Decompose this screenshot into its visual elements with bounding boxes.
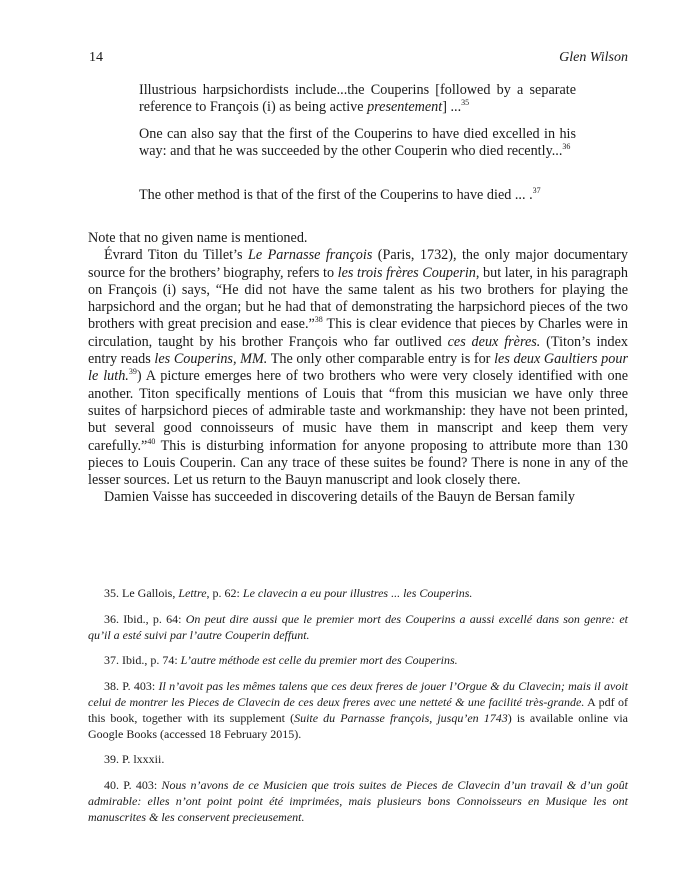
quote-italic: presentement: [367, 99, 443, 115]
footnote-39: [88, 751, 628, 767]
footnote-number: 38.: [104, 678, 119, 693]
text-run: A pdf of this book, together with its supplement (: [88, 694, 628, 725]
italic-title: Lettre: [178, 586, 207, 600]
footnote-ref[interactable]: 36: [562, 142, 571, 151]
footnote-ref[interactable]: 37: [532, 186, 541, 195]
text-run: Le Gallois,: [119, 586, 179, 600]
running-header: [88, 50, 628, 70]
text-run: P. 403:: [119, 678, 159, 693]
footnote-number: 37.: [104, 653, 119, 667]
block-quote: [139, 82, 576, 116]
text-run: Ibid., p. 64:: [119, 611, 186, 626]
italic-quote: On peut dire aussi que le premier mort des Couperins a aussi excellé dans son genre: et qu’il a esté suivi par l’autre Couperin deffunt.: [88, 611, 628, 642]
footnote-number: 35.: [104, 586, 119, 600]
footnote-38: [88, 678, 628, 742]
text-run: (Paris, 1732), the only major documentary source for the brothers’ biography, refers to: [88, 247, 628, 281]
italic-phrase: les deux Gaultiers pour le luth.: [88, 351, 628, 385]
text-run: , but later, in his paragraph on François (i) says, “He did not have the same talent as his two brothers for playing the harpsichord and the organ; but he had that of demonstrating the harpsichord pieces of the two brothers with great precision and ease.”: [88, 264, 628, 333]
text-run: ) is available online via Google Books (accessed 18 February 2015).: [88, 710, 628, 741]
italic-quote: Nous n’avons de ce Musicien que trois suites de Pieces de Clavecin d’un travail & d’un goût admirable: elles n’ont point point été imprimées, mais plusieurs bons Connoisseurs en Musique les ont manuscrites & les conservent precieusement.: [88, 777, 628, 824]
footnote-number: 36.: [104, 611, 119, 626]
body-text: [88, 230, 628, 507]
text-run: , p. 62:: [206, 586, 243, 600]
italic-title: Suite du Parnasse françois, jusqu’en 1743: [294, 710, 508, 725]
quote-text: ] ...: [442, 99, 462, 115]
block-quote: [139, 126, 576, 160]
text-run: Ibid., p. 74:: [119, 653, 181, 667]
italic-quote: L’autre méthode est celle du premier mort des Couperins.: [180, 653, 458, 667]
italic-title: Le Parnasse françois: [247, 247, 373, 264]
footnote-37: [88, 652, 628, 668]
block-quote: [139, 187, 576, 204]
text-run: P. 403:: [119, 777, 162, 792]
footnote-ref[interactable]: 40: [147, 436, 156, 446]
text-run: (Titon’s index entry reads: [88, 333, 628, 368]
footnote-ref[interactable]: 38: [314, 315, 323, 325]
footnote-36: [88, 611, 628, 643]
quote-text: Illustrious harpsichordists include...the Couperins [followed by a separate reference to François (i) as being active: [139, 82, 576, 115]
footnotes: [88, 585, 628, 834]
quote-text: One can also say that the first of the Couperins to have died excelled in his way: and that he was succeeded by the other Couperin who died recently...: [139, 126, 576, 159]
footnote-ref[interactable]: 35: [461, 98, 470, 107]
footnote-number: 40.: [104, 777, 119, 792]
text-run: This is clear evidence that pieces by Charles were in circulation, taught by his brother François who far outlived: [88, 316, 628, 350]
footnote-40: [88, 777, 628, 825]
text-run: ) A picture emerges here of two brothers who were very closely identified with one another. Titon specifically mentions of Louis that “from this musician we have only three suites of harpsichord pieces of admirable taste and workmanship: they have not been printed, but several good connoisseurs of music have them in manscript and keep them very carefully.”: [88, 368, 629, 454]
paragraph: [88, 247, 628, 489]
italic-phrase: ces deux frères.: [447, 333, 541, 350]
footnote-35: [88, 585, 628, 601]
italic-quote: Il n’avoit pas les mêmes talens que ces deux freres de jouer l’Orgue & du Clavecin; mais il avoit celui de montrer les Pieces de Clavecin de ces deux freres avec une netteté & une facilité très-grande.: [88, 678, 628, 709]
italic-phrase: les Couperins, MM.: [154, 351, 268, 368]
paragraph: Note that no given name is mentioned.: [88, 230, 308, 246]
quote-text: The other method is that of the first of the Couperins to have died ... .: [139, 187, 533, 203]
footnote-number: 39.: [104, 752, 119, 766]
text-run: The only other comparable entry is for: [267, 351, 495, 368]
page-number: 14: [89, 50, 103, 65]
italic-quote: Le clavecin a eu pour illustres ... les Couperins.: [242, 586, 473, 600]
text-run: Évrard Titon du Tillet’s: [104, 247, 248, 264]
footnote-ref[interactable]: 39: [128, 367, 137, 377]
text-run: P. lxxxii.: [119, 752, 165, 766]
italic-phrase: les trois frères Couperin: [337, 264, 476, 281]
text-run: This is disturbing information for anyone proposing to attribute more than 130 pieces to Louis Couperin. Can any trace of these suites be found? There is none in any of the lesser sources. Let us return to the Bauyn manuscript and look closely there.: [88, 437, 628, 489]
running-author: Glen Wilson: [559, 50, 628, 65]
paragraph: Damien Vaisse has succeeded in discovering details of the Bauyn de Bersan family: [104, 489, 575, 506]
